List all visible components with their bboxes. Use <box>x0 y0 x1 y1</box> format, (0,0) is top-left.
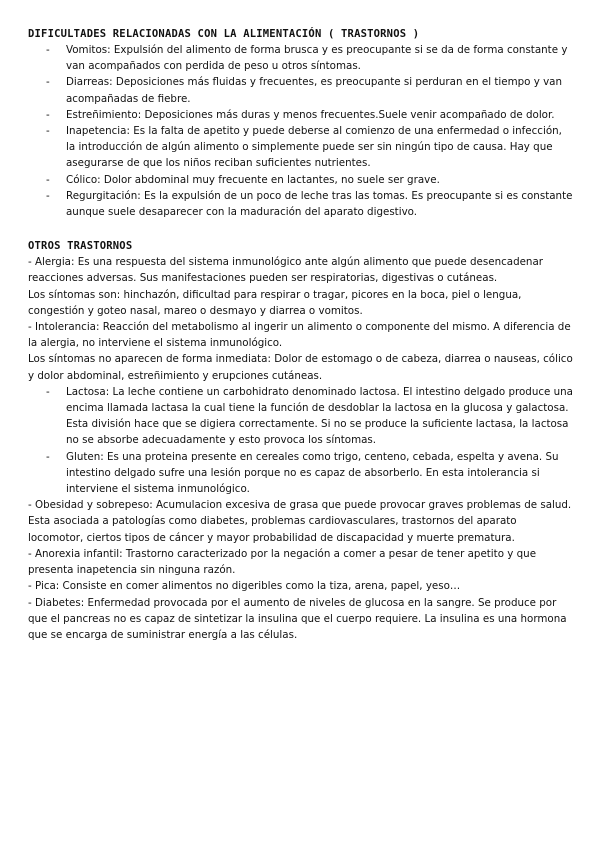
list-item: - Diarreas: Deposiciones más fluidas y frecuentes, es preocupante si perduran en el tiempo y van acompañadas de fiebre. <box>66 74 573 106</box>
list-item: - Regurgitación: Es la expulsión de un poco de leche tras las tomas. Es preocupante si es constante aunque suele desaparecer con la maduración del aparato digestivo. <box>66 188 573 220</box>
paragraph-intolerancia-sintomas: Los síntomas no aparecen de forma inmediata: Dolor de estomago o de cabeza, diarrea o nauseas, cólico y dolor abdominal, estreñimiento y erupciones cutáneas. <box>28 353 573 382</box>
paragraph-alergia: - Alergia: Es una respuesta del sistema inmunológico ante algún alimento que puede desencadenar reacciones adversas. Sus manifestaciones pueden ser respiratorias, digestivas o cutáneas. <box>28 256 544 285</box>
section-title-dificultades: DIFICULTADES RELACIONADAS CON LA ALIMENTACIÓN ( TRASTORNOS ) <box>28 28 420 40</box>
paragraph-alergia-sintomas: Los síntomas son: hinchazón, dificultad para respirar o tragar, picores en la boca, piel o lengua, congestión y goteo nasal, mareo o desmayo y diarrea o vomitos. <box>28 288 522 317</box>
paragraph-diabetes: - Diabetes: Enfermedad provocada por el aumento de niveles de glucosa en la sangre. Se produce por que el pancreas no es capaz de sintetizar la insulina que el cuerpo requiere. La insulina es una hormona que se encarga de suministrar energía a las células. <box>28 596 567 641</box>
list-item: - Gluten: Es una proteina presente en cereales como trigo, centeno, cebada, espelta y avena. Su intestino delgado sufre una lesión porque no es capaz de absorberlo. En esta intolerancia si interviene el sistema inmunológico. <box>66 449 573 498</box>
list-item: - Vomitos: Expulsión del alimento de forma brusca y es preocupante si se da de forma constante y van acompañados con perdida de peso u otros síntomas. <box>66 42 573 74</box>
list-item: - Estreñimiento: Deposiciones más duras y menos frecuentes.Suele venir acompañado de dolor. <box>66 107 573 123</box>
list-item: - Inapetencia: Es la falta de apetito y puede deberse al comienzo de una enfermedad o infección, la introducción de algún alimento o simplemente puede ser sin ningún tipo de causa. Hay que asegurarse de que los niños reciban suficientes nutrientes. <box>66 123 573 172</box>
paragraph-intolerancia: - Intolerancia: Reacción del metabolismo al ingerir un alimento o componente del mismo. A diferencia de la alergia, no interviene el sistema inmunológico. <box>28 321 571 350</box>
paragraph-obesidad: - Obesidad y sobrepeso: Acumulacion excesiva de grasa que puede provocar graves problemas de salud. Esta asociada a patologías como diabetes, problemas cardiovasculares, trastornos del aparato locomotor, ciertos tipos de cáncer y mayor probabilidad de discapacidad y muerte prematura. <box>28 499 572 544</box>
list-item: - Lactosa: La leche contiene un carbohidrato denominado lactosa. El intestino delgado produce una encima llamada lactasa la cual tiene la función de desdoblar la lactosa en la glucosa y galactosa. Esta división hace que se digiera correctamente. Si no se produce la suficiente lactasa, la lactosa no se absorbe adecuadamente y esto provoca los síntomas. <box>66 384 573 449</box>
document-page <box>28 26 573 643</box>
paragraph-anorexia: - Anorexia infantil: Trastorno caracterizado por la negación a comer a pesar de tener apetito y que presenta inapetencia sin ninguna razón. <box>28 547 537 577</box>
list-item: - Cólico: Dolor abdominal muy frecuente en lactantes, no suele ser grave. <box>66 172 573 188</box>
section-spacer <box>28 220 573 238</box>
section-title-otros: OTROS TRASTORNOS <box>28 240 133 253</box>
paragraph-pica: - Pica: Consiste en comer alimentos no digeribles como la tiza, arena, papel, yeso… <box>28 580 461 593</box>
intolerancia-list <box>28 384 573 497</box>
dificultades-list <box>28 42 573 220</box>
